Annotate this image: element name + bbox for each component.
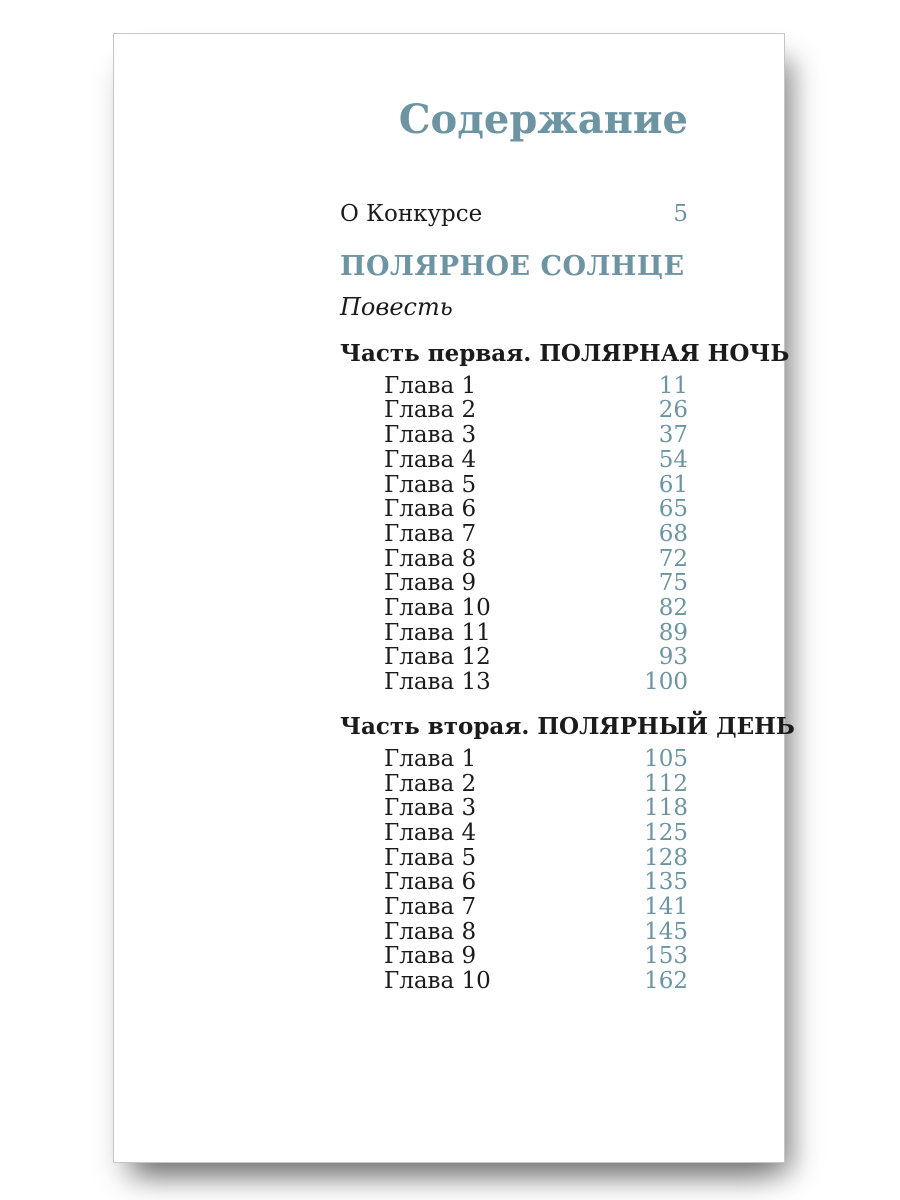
toc-entry-label: Глава 10 [384, 968, 491, 995]
toc-row [340, 374, 688, 399]
toc-row [340, 423, 688, 448]
part-heading: Часть первая. ПОЛЯРНАЯ НОЧЬ [340, 339, 790, 367]
toc-page-number: 145 [644, 918, 688, 945]
book-subtitle: Повесть [340, 292, 453, 321]
toc-page-number: 61 [658, 471, 688, 498]
toc-row [340, 796, 688, 821]
toc-page-number: 162 [644, 968, 688, 995]
toc-row [340, 747, 688, 772]
toc-entry-label: О Конкурсе [340, 201, 483, 227]
toc-row [340, 870, 688, 895]
toc-entry-label: Глава 8 [384, 918, 477, 945]
toc-row [340, 645, 688, 670]
part-section [340, 339, 790, 696]
toc-row [340, 571, 688, 596]
toc-row [340, 522, 688, 547]
toc-page-number: 75 [658, 570, 688, 597]
toc-row [340, 596, 688, 621]
toc-row [340, 772, 688, 797]
toc-page-number: 68 [658, 520, 688, 547]
toc-row [340, 821, 688, 846]
toc-entry-label: Глава 5 [384, 471, 477, 498]
toc-entry-label: Глава 7 [384, 894, 477, 921]
toc-page-number: 65 [658, 496, 688, 523]
toc-page-number: 141 [644, 894, 688, 921]
toc-entry-label: Глава 4 [384, 819, 477, 846]
front-matter-list [340, 202, 688, 227]
toc-entry-label: Глава 8 [384, 545, 477, 572]
toc-page-number: 105 [644, 745, 688, 772]
toc-row [340, 547, 688, 572]
toc-entry-label: Глава 7 [384, 520, 477, 547]
toc-entry-label: Глава 12 [384, 644, 491, 671]
toc-page-number: 26 [658, 397, 688, 424]
toc-row [340, 473, 688, 498]
toc-row [340, 969, 688, 994]
toc-entry-label: Глава 4 [384, 446, 477, 473]
toc-title: Содержание [398, 96, 688, 143]
toc-entry-label: Глава 3 [384, 422, 477, 449]
toc-page-number: 93 [658, 644, 688, 671]
toc-page-number: 118 [644, 795, 688, 822]
toc-entry-label: Глава 11 [384, 619, 491, 646]
toc-page-number: 125 [644, 819, 688, 846]
toc-entry-label: Глава 1 [384, 372, 477, 399]
toc-row [340, 846, 688, 871]
toc-entry-label: Глава 9 [384, 943, 477, 970]
toc-row [340, 944, 688, 969]
toc-entry-label: Глава 1 [384, 745, 477, 772]
chapter-list [340, 374, 688, 695]
book-title: ПОЛЯРНОЕ СОЛНЦЕ [340, 250, 685, 282]
toc-page-number: 89 [658, 619, 688, 646]
toc-entry-label: Глава 2 [384, 397, 477, 424]
toc-entry-label: Глава 5 [384, 844, 477, 871]
toc-row [340, 398, 688, 423]
toc-page-number: 128 [644, 844, 688, 871]
toc-entry-label: Глава 10 [384, 595, 491, 622]
part-section [340, 712, 795, 995]
toc-page-number: 72 [658, 545, 688, 572]
toc-page-number: 112 [644, 770, 688, 797]
toc-row [340, 202, 688, 227]
toc-row [340, 448, 688, 473]
toc-page-number: 82 [658, 595, 688, 622]
toc-entry-label: Глава 6 [384, 869, 477, 896]
toc-page-number: 37 [658, 422, 688, 449]
toc-entry-label: Глава 3 [384, 795, 477, 822]
toc-row [340, 670, 688, 695]
part-heading: Часть вторая. ПОЛЯРНЫЙ ДЕНЬ [340, 712, 795, 740]
toc-page-number: 54 [658, 446, 688, 473]
book-page [113, 33, 795, 1163]
toc-row [340, 621, 688, 646]
toc-entry-label: Глава 6 [384, 496, 477, 523]
toc-row [340, 895, 688, 920]
toc-page-number: 5 [673, 201, 688, 227]
toc-page-number: 135 [644, 869, 688, 896]
toc-page-number: 100 [644, 669, 688, 696]
toc-row [340, 920, 688, 945]
toc-entry-label: Глава 13 [384, 669, 491, 696]
toc-page-number: 153 [644, 943, 688, 970]
parts-list [340, 339, 795, 995]
toc-row [340, 497, 688, 522]
toc-entry-label: Глава 2 [384, 770, 477, 797]
chapter-list [340, 747, 688, 994]
toc-page-number: 11 [658, 372, 688, 399]
toc-entry-label: Глава 9 [384, 570, 477, 597]
